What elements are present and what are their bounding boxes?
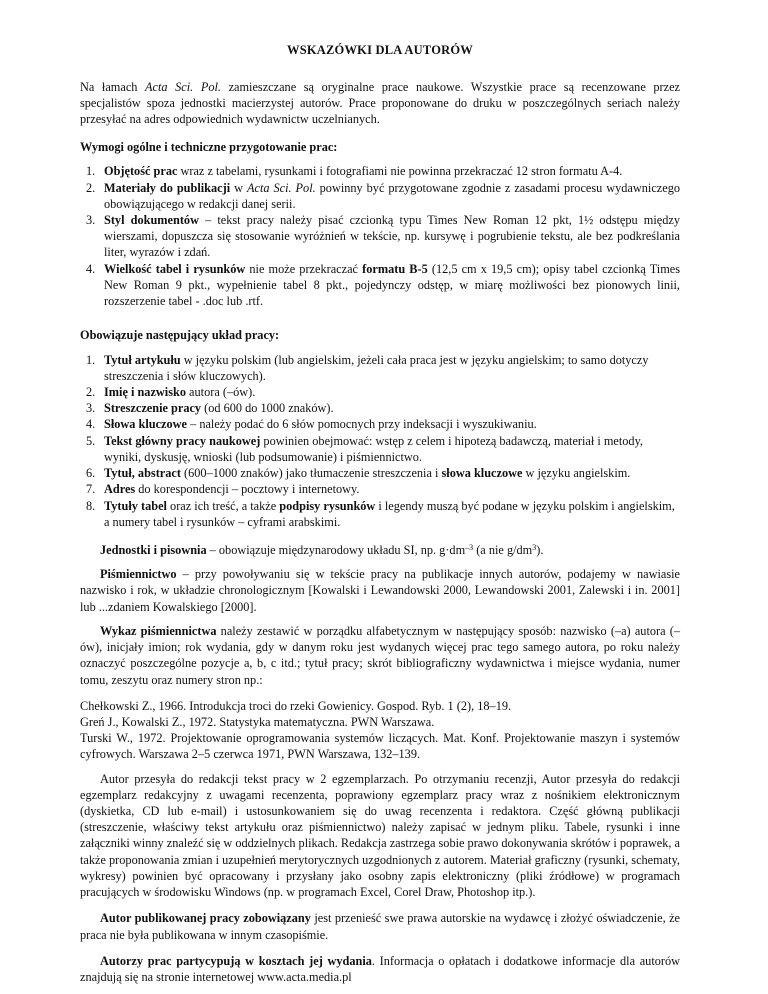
units-paragraph: Jednostki i pisownia – obowiązuje międzynarodowy układu SI, np. $g\cdot dm^{-3}$ (a nie $g/dm^3$). xyxy=(100,542,544,557)
reference-item: Turski W., 1972. Projektowanie oprogramowania systemów liczących. Mat. Konf. Projektowanie maszyn i systemów cyfrowych. Warszawa 2–5 czerwca 1971, PWN Warszawa, 132–139. xyxy=(80,731,680,762)
list-item: 1. Objętość prac wraz z tabelami, rysunkami i fotografiami nie powinna przekraczać 12 stron formatu A-4. xyxy=(86,164,623,179)
list-item: 5. Tekst główny pracy naukowej powinien obejmować: wstęp z celem i hipotezą badawczą, materiał i metody, wyniki, dyskusję, wnioski (lub podsumowanie) i piśmiennictwo. xyxy=(86,433,644,464)
section2-heading: Obowiązuje następujący układ pracy: xyxy=(80,328,280,343)
submission-paragraph: Autor przesyła do redakcji tekst pracy w 2 egzemplarzach. Po otrzymaniu recenzji, Autor przesyła do redakcji egzemplarz redakcyjny z uwagami recenzenta, poprawiony egzemplarz pracy wraz z nośnikiem elektronicznym (dyskietka, CD lub e-mail) i ustosunkowaniem się do uwag recenzenta i redaktora. Część główną publikacji (streszczenie, właściwy tekst artykułu oraz piśmiennictwo) należy zapisać w jednym pliku. Tabele, rysunki i inne załączniki winny znaleźć się w oddzielnych plikach. Redakcja zastrzega sobie prawo dokonywania skrótów i poprawek, a także proponowania zmian i uzupełnień merytorycznych uzgodnionych z autorem. Materiał graficzny (rysunki, schematy, wykresy) powinien być opracowany i przysłany jako osobny zapis elektroniczny (pliki źródłowe) w programach pracujących w środowisku Windows (np. w programach Excel, Corel Draw, Photoshop itp.). xyxy=(80,771,680,900)
list-item: 3. Styl dokumentów – tekst pracy należy pisać czcionką typu Times New Roman 12 pkt, 1½ odstępu między wierszami, dopuszcza się stosowanie wyróżnień w tekście, np. kursywę i pogrubienie tekstu, ale bez podkreślania liter, wyrazów i zdań. xyxy=(86,213,680,260)
list-item: 6. Tytuł, abstract (600–1000 znaków) jako tłumaczenie streszczenia i słowa kluczowe w języku angielskim. xyxy=(86,466,631,481)
list-item: 3. Streszczenie pracy (od 600 do 1000 znaków). xyxy=(86,401,334,416)
list-item: 2. Materiały do publikacji w Acta Sci. Pol. powinny być przygotowane zgodnie z zasadami procesu wydawniczego obowiązującego w redakcji danej serii. xyxy=(86,180,681,211)
reference-item: Greń J., Kowalski Z., 1972. Statystyka matematyczna. PWN Warszawa. xyxy=(80,714,435,729)
list-item: 1. Tytuł artykułu w języku polskim (lub angielskim, jeżeli cała praca jest w języku angielskim; to samo dotyczy streszczenia i słów kluczowych). xyxy=(86,352,649,383)
costs-paragraph: Autorzy prac partycypują w kosztach jej wydania. Informacja o opłatach i dodatkowe informacje dla autorów znajdują się na stronie internetowej www.acta.media.pl xyxy=(80,953,681,984)
reference-item: Chełkowski Z., 1966. Introdukcja troci do rzeki Gowienicy. Gospod. Ryb. 1 (2), 18–19. xyxy=(80,698,512,713)
list-item: 4. Wielkość tabel i rysunków nie może przekraczać formatu B-5 (12,5 cm x 19,5 cm); opisy tabel czcionką Times New Roman 9 pkt., wypełnienie tabel 8 pkt., pojedynczy odstęp, w miarę możliwości bez pionowych linii, rozszerzenie tabel - .doc lub .rtf. xyxy=(86,261,681,309)
journal-name: Acta Sci. Pol. xyxy=(145,79,221,94)
page-title: WSKAZÓWKI DLA AUTORÓW xyxy=(287,43,473,57)
copyright-paragraph: Autor publikowanej pracy zobowiązany jest przenieść swe prawa autorskie na wydawcę i złożyć oświadczenie, że praca nie była publikowana w innym czasopiśmie. xyxy=(80,911,680,942)
requirements-list xyxy=(80,163,680,309)
section1-heading: Wymogi ogólne i techniczne przygotowanie prac: xyxy=(80,140,338,155)
references-list xyxy=(80,698,680,763)
list-item: 2. Imię i nazwisko autora (–ów). xyxy=(86,385,256,399)
references-format-paragraph: Wykaz piśmiennictwa należy zestawić w porządku alfabetycznym w następujący sposób: nazwisko (–a) autora (–ów), inicjały imion; rok wydania, gdy w danym roku jest wydanych więcej prac tego samego autora, po roku należy oznaczyć poszczególne pozycje a, b, c itd.; tytuł pracy; skrót bibliograficzny wydawnictwa i miejsce wydania, numer tomu, zeszytu oraz numery stron np.: xyxy=(80,623,680,687)
list-item: 4. Słowa kluczowe – należy podać do 6 słów pomocnych przy indeksacji i wyszukiwaniu. xyxy=(86,417,537,432)
list-item: 8. Tytuły tabel oraz ich treść, a także podpisy rysunków i legendy muszą być podane w języku polskim i angielskim, a numery tabel i rysunków – cyframi arabskimi. xyxy=(86,498,675,529)
list-item: 7. Adres do korespondencji – pocztowy i internetowy. xyxy=(86,482,360,497)
layout-list xyxy=(80,352,680,530)
intro-paragraph: Na łamach Acta Sci. Pol. zamieszczane są oryginalne prace naukowe. Wszystkie prace są recenzowane przez specjalistów spoza jednostki macierzystej autorów. Prace proponowane do druku w poszczególnych seriach należy przesyłać na adres odpowiednich wydawnictw uczelnianych. xyxy=(80,79,680,126)
citations-paragraph: Piśmiennictwo – przy powoływaniu się w tekście pracy na publikacje innych autorów, podajemy w nawiasie nazwisko i rok, w układzie chronologicznym [Kowalski i Lewandowski 2000, Lewandowski 2001, Zalewski i in. 2001] lub ...zdaniem Kowalskiego [2000]. xyxy=(80,567,680,614)
